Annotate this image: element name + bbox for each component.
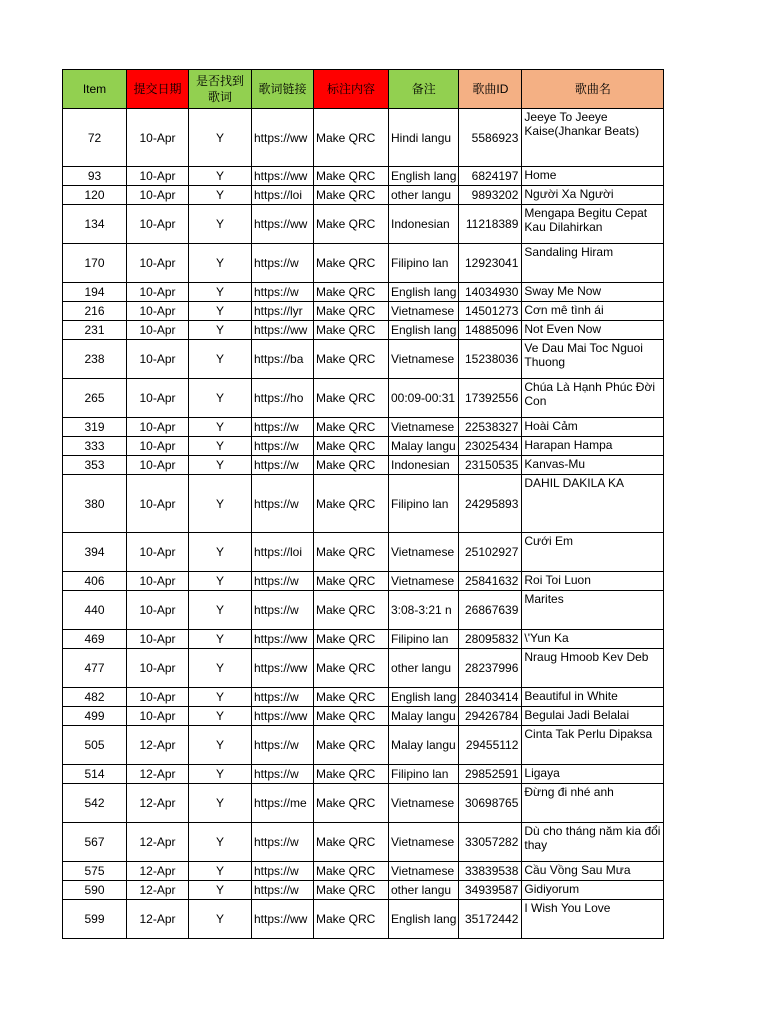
- item-cell[interactable]: 514: [63, 765, 127, 784]
- table-row: [63, 765, 664, 784]
- lyrics-found-cell[interactable]: Y: [189, 283, 252, 302]
- lyrics-found-cell[interactable]: Y: [189, 881, 252, 900]
- song-name-cell[interactable]: Beautiful in White: [522, 688, 664, 707]
- lyrics-found-cell[interactable]: Y: [189, 862, 252, 881]
- annotation-header[interactable]: 标注内容: [314, 70, 389, 109]
- lyrics-link-cell[interactable]: https://lyr: [252, 302, 314, 321]
- song-name-cell[interactable]: Cơn mê tình ái: [522, 302, 664, 321]
- annotation-cell[interactable]: Make QRC: [314, 456, 389, 475]
- table-row: [63, 475, 664, 533]
- remark-cell[interactable]: Vietnamese: [389, 302, 459, 321]
- annotation-cell[interactable]: Make QRC: [314, 862, 389, 881]
- lyrics-found-cell[interactable]: Y: [189, 167, 252, 186]
- lyrics-link-cell[interactable]: https://ba: [252, 340, 314, 379]
- lyrics-found-cell[interactable]: Y: [189, 707, 252, 726]
- table-row: [63, 302, 664, 321]
- item-cell[interactable]: 238: [63, 340, 127, 379]
- lyrics-found-cell[interactable]: Y: [189, 572, 252, 591]
- item-cell[interactable]: 499: [63, 707, 127, 726]
- song-id-cell[interactable]: 12923041: [459, 244, 522, 283]
- song-name-cell[interactable]: Not Even Now: [522, 321, 664, 340]
- annotation-cell[interactable]: Make QRC: [314, 591, 389, 630]
- song-id-cell[interactable]: 23150535: [459, 456, 522, 475]
- annotation-cell[interactable]: Make QRC: [314, 784, 389, 823]
- item-cell[interactable]: 319: [63, 418, 127, 437]
- submit-date-cell[interactable]: 10-Apr: [127, 630, 189, 649]
- lyrics-link-cell[interactable]: https://w: [252, 572, 314, 591]
- remark-cell[interactable]: Vietnamese: [389, 533, 459, 572]
- table-row: [63, 726, 664, 765]
- song-id-cell[interactable]: 14885096: [459, 321, 522, 340]
- lyrics-link-header[interactable]: 歌词链接: [252, 70, 314, 109]
- item-cell[interactable]: 333: [63, 437, 127, 456]
- lyrics-link-cell[interactable]: https://ww: [252, 167, 314, 186]
- song-name-cell[interactable]: Roi Toi Luon: [522, 572, 664, 591]
- table-row: [63, 283, 664, 302]
- submit-date-cell[interactable]: 12-Apr: [127, 726, 189, 765]
- submit-date-cell[interactable]: 10-Apr: [127, 321, 189, 340]
- annotation-cell[interactable]: Make QRC: [314, 340, 389, 379]
- item-cell[interactable]: 265: [63, 379, 127, 418]
- song-id-cell[interactable]: 33057282: [459, 823, 522, 862]
- song-name-cell[interactable]: Người Xa Người: [522, 186, 664, 205]
- annotation-cell[interactable]: Make QRC: [314, 649, 389, 688]
- item-cell[interactable]: 542: [63, 784, 127, 823]
- lyrics-found-cell[interactable]: Y: [189, 186, 252, 205]
- lyrics-link-cell[interactable]: https://w: [252, 437, 314, 456]
- song-id-cell[interactable]: 29455112: [459, 726, 522, 765]
- remark-cell[interactable]: Malay langu: [389, 726, 459, 765]
- item-cell[interactable]: 477: [63, 649, 127, 688]
- item-cell[interactable]: 590: [63, 881, 127, 900]
- submit-date-cell[interactable]: 10-Apr: [127, 475, 189, 533]
- song-id-cell[interactable]: 28237996: [459, 649, 522, 688]
- table-row: [63, 244, 664, 283]
- song-id-cell[interactable]: 14034930: [459, 283, 522, 302]
- table-row: [63, 707, 664, 726]
- remark-cell[interactable]: other langu: [389, 881, 459, 900]
- item-cell[interactable]: 406: [63, 572, 127, 591]
- annotation-cell[interactable]: Make QRC: [314, 244, 389, 283]
- annotation-cell[interactable]: Make QRC: [314, 109, 389, 167]
- submit-date-cell[interactable]: 10-Apr: [127, 533, 189, 572]
- song-id-cell[interactable]: 17392556: [459, 379, 522, 418]
- table-row: [63, 186, 664, 205]
- lyrics-found-cell[interactable]: Y: [189, 418, 252, 437]
- submit-date-cell[interactable]: 10-Apr: [127, 649, 189, 688]
- remark-cell[interactable]: 3:08-3:21 n: [389, 591, 459, 630]
- remark-cell[interactable]: Filipino lan: [389, 475, 459, 533]
- lyrics-found-cell[interactable]: Y: [189, 533, 252, 572]
- submit-date-cell[interactable]: 10-Apr: [127, 707, 189, 726]
- table-row: [63, 456, 664, 475]
- submit-date-cell[interactable]: 10-Apr: [127, 186, 189, 205]
- lyrics-link-cell[interactable]: https://w: [252, 418, 314, 437]
- song-id-cell[interactable]: 35172442: [459, 900, 522, 939]
- song-name-cell[interactable]: Đừng đi nhé anh: [522, 784, 664, 823]
- song-name-cell[interactable]: Sway Me Now: [522, 283, 664, 302]
- lyrics-found-cell[interactable]: Y: [189, 784, 252, 823]
- lyrics-found-cell[interactable]: Y: [189, 726, 252, 765]
- song-id-cell[interactable]: 5586923: [459, 109, 522, 167]
- remark-cell[interactable]: Vietnamese: [389, 572, 459, 591]
- table-row: [63, 649, 664, 688]
- remark-cell[interactable]: Filipino lan: [389, 630, 459, 649]
- submit-date-cell[interactable]: 10-Apr: [127, 109, 189, 167]
- lyrics-link-cell[interactable]: https://loi: [252, 186, 314, 205]
- item-cell[interactable]: 575: [63, 862, 127, 881]
- table-row: [63, 591, 664, 630]
- lyrics-link-cell[interactable]: https://ww: [252, 707, 314, 726]
- lyrics-link-cell[interactable]: https://w: [252, 475, 314, 533]
- submit-date-cell[interactable]: 10-Apr: [127, 437, 189, 456]
- annotation-cell[interactable]: Make QRC: [314, 283, 389, 302]
- remark-cell[interactable]: Filipino lan: [389, 244, 459, 283]
- table-row: [63, 340, 664, 379]
- song-name-cell[interactable]: Kanvas-Mu: [522, 456, 664, 475]
- lyrics-found-cell[interactable]: Y: [189, 340, 252, 379]
- item-cell[interactable]: 505: [63, 726, 127, 765]
- submit-date-cell[interactable]: 12-Apr: [127, 823, 189, 862]
- lyrics-link-cell[interactable]: https://w: [252, 244, 314, 283]
- song-id-cell[interactable]: 28095832: [459, 630, 522, 649]
- item-cell[interactable]: 216: [63, 302, 127, 321]
- lyrics-found-cell[interactable]: Y: [189, 302, 252, 321]
- table-row: [63, 437, 664, 456]
- lyrics-found-cell[interactable]: Y: [189, 475, 252, 533]
- song-id-cell[interactable]: 6824197: [459, 167, 522, 186]
- song-name-cell[interactable]: Chúa Là Hạnh Phúc Đời Con: [522, 379, 664, 418]
- song-name-cell[interactable]: I Wish You Love: [522, 900, 664, 939]
- item-cell[interactable]: 170: [63, 244, 127, 283]
- submit-date-cell[interactable]: 12-Apr: [127, 784, 189, 823]
- submit-date-cell[interactable]: 10-Apr: [127, 379, 189, 418]
- song-id-cell[interactable]: 25841632: [459, 572, 522, 591]
- lyrics-link-cell[interactable]: https://w: [252, 456, 314, 475]
- submit-date-cell[interactable]: 10-Apr: [127, 340, 189, 379]
- song-name-cell[interactable]: Ligaya: [522, 765, 664, 784]
- annotation-cell[interactable]: Make QRC: [314, 688, 389, 707]
- song-id-cell[interactable]: 29852591: [459, 765, 522, 784]
- table-row: [63, 630, 664, 649]
- song-id-cell[interactable]: 28403414: [459, 688, 522, 707]
- song-name-cell[interactable]: \'Yun Ka: [522, 630, 664, 649]
- annotation-cell[interactable]: Make QRC: [314, 205, 389, 244]
- song-name-header[interactable]: 歌曲名: [522, 70, 664, 109]
- song-name-cell[interactable]: Cầu Vồng Sau Mưa: [522, 862, 664, 881]
- song-id-cell[interactable]: 9893202: [459, 186, 522, 205]
- annotation-cell[interactable]: Make QRC: [314, 437, 389, 456]
- table-row: [63, 418, 664, 437]
- lyrics-link-cell[interactable]: https://w: [252, 726, 314, 765]
- lyrics-found-cell[interactable]: Y: [189, 649, 252, 688]
- song-id-cell[interactable]: 14501273: [459, 302, 522, 321]
- song-name-cell[interactable]: Gidiyorum: [522, 881, 664, 900]
- song-name-cell[interactable]: Cưới Em: [522, 533, 664, 572]
- remark-cell[interactable]: Vietnamese: [389, 340, 459, 379]
- submit-date-cell[interactable]: 10-Apr: [127, 591, 189, 630]
- song-name-cell[interactable]: Harapan Hampa: [522, 437, 664, 456]
- remark-cell[interactable]: English lang: [389, 900, 459, 939]
- song-id-cell[interactable]: 30698765: [459, 784, 522, 823]
- remark-cell[interactable]: Vietnamese: [389, 418, 459, 437]
- remark-cell[interactable]: 00:09-00:31: [389, 379, 459, 418]
- submit-date-cell[interactable]: 12-Apr: [127, 862, 189, 881]
- submit-date-header[interactable]: 提交日期: [127, 70, 189, 109]
- annotation-cell[interactable]: Make QRC: [314, 881, 389, 900]
- remark-header[interactable]: 备注: [389, 70, 459, 109]
- header-row: [63, 70, 664, 109]
- submit-date-cell[interactable]: 10-Apr: [127, 302, 189, 321]
- song-id-cell[interactable]: 26867639: [459, 591, 522, 630]
- remark-cell[interactable]: English lang: [389, 688, 459, 707]
- lyrics-link-cell[interactable]: https://w: [252, 688, 314, 707]
- remark-cell[interactable]: English lang: [389, 167, 459, 186]
- submit-date-cell[interactable]: 12-Apr: [127, 900, 189, 939]
- annotation-cell[interactable]: Make QRC: [314, 533, 389, 572]
- table-row: [63, 823, 664, 862]
- item-cell[interactable]: 93: [63, 167, 127, 186]
- annotation-cell[interactable]: Make QRC: [314, 475, 389, 533]
- song-name-cell[interactable]: Begulai Jadi Belalai: [522, 707, 664, 726]
- lyrics-link-cell[interactable]: https://loi: [252, 533, 314, 572]
- item-cell[interactable]: 567: [63, 823, 127, 862]
- table-body: [63, 109, 664, 939]
- item-cell[interactable]: 353: [63, 456, 127, 475]
- lyrics-link-cell[interactable]: https://ww: [252, 630, 314, 649]
- table-row: [63, 379, 664, 418]
- lyrics-link-cell[interactable]: https://ww: [252, 900, 314, 939]
- table-row: [63, 109, 664, 167]
- submit-date-cell[interactable]: 10-Apr: [127, 418, 189, 437]
- remark-cell[interactable]: Hindi langu: [389, 109, 459, 167]
- table-row: [63, 881, 664, 900]
- item-cell[interactable]: 134: [63, 205, 127, 244]
- table-row: [63, 900, 664, 939]
- item-cell[interactable]: 599: [63, 900, 127, 939]
- lyrics-found-cell[interactable]: Y: [189, 109, 252, 167]
- lyrics-found-cell[interactable]: Y: [189, 456, 252, 475]
- annotation-cell[interactable]: Make QRC: [314, 707, 389, 726]
- submit-date-cell[interactable]: 10-Apr: [127, 283, 189, 302]
- lyrics-found-cell[interactable]: Y: [189, 630, 252, 649]
- song-table: [62, 69, 664, 939]
- annotation-cell[interactable]: Make QRC: [314, 167, 389, 186]
- table-row: [63, 205, 664, 244]
- item-cell[interactable]: 394: [63, 533, 127, 572]
- lyrics-found-cell[interactable]: Y: [189, 205, 252, 244]
- submit-date-cell[interactable]: 10-Apr: [127, 688, 189, 707]
- song-name-cell[interactable]: DAHIL DAKILA KA: [522, 475, 664, 533]
- remark-cell[interactable]: Vietnamese: [389, 784, 459, 823]
- lyrics-link-cell[interactable]: https://me: [252, 784, 314, 823]
- lyrics-found-cell[interactable]: Y: [189, 321, 252, 340]
- annotation-cell[interactable]: Make QRC: [314, 765, 389, 784]
- song-name-cell[interactable]: Mengapa Begitu Cepat Kau Dilahirkan: [522, 205, 664, 244]
- lyrics-found-cell[interactable]: Y: [189, 765, 252, 784]
- remark-cell[interactable]: Vietnamese: [389, 823, 459, 862]
- item-cell[interactable]: 194: [63, 283, 127, 302]
- item-cell[interactable]: 469: [63, 630, 127, 649]
- remark-cell[interactable]: English lang: [389, 283, 459, 302]
- song-name-cell[interactable]: Sandaling Hiram: [522, 244, 664, 283]
- annotation-cell[interactable]: Make QRC: [314, 900, 389, 939]
- table-row: [63, 321, 664, 340]
- lyrics-link-cell[interactable]: https://ww: [252, 205, 314, 244]
- lyrics-link-cell[interactable]: https://w: [252, 881, 314, 900]
- item-cell[interactable]: 440: [63, 591, 127, 630]
- remark-cell[interactable]: Vietnamese: [389, 862, 459, 881]
- lyrics-found-cell[interactable]: Y: [189, 437, 252, 456]
- item-cell[interactable]: 120: [63, 186, 127, 205]
- song-name-cell[interactable]: Hoài Cảm: [522, 418, 664, 437]
- remark-cell[interactable]: English lang: [389, 321, 459, 340]
- annotation-cell[interactable]: Make QRC: [314, 302, 389, 321]
- remark-cell[interactable]: Malay langu: [389, 437, 459, 456]
- annotation-cell[interactable]: Make QRC: [314, 726, 389, 765]
- remark-cell[interactable]: Filipino lan: [389, 765, 459, 784]
- lyrics-link-cell[interactable]: https://w: [252, 862, 314, 881]
- submit-date-cell[interactable]: 10-Apr: [127, 205, 189, 244]
- submit-date-cell[interactable]: 12-Apr: [127, 765, 189, 784]
- song-name-cell[interactable]: Home: [522, 167, 664, 186]
- lyrics-link-cell[interactable]: https://ww: [252, 109, 314, 167]
- lyrics-found-cell[interactable]: Y: [189, 688, 252, 707]
- lyrics-found-cell[interactable]: Y: [189, 823, 252, 862]
- item-cell[interactable]: 482: [63, 688, 127, 707]
- song-id-cell[interactable]: 23025434: [459, 437, 522, 456]
- item-cell[interactable]: 380: [63, 475, 127, 533]
- song-name-cell[interactable]: Jeeye To Jeeye Kaise(Jhankar Beats): [522, 109, 664, 167]
- lyrics-found-cell[interactable]: Y: [189, 900, 252, 939]
- annotation-cell[interactable]: Make QRC: [314, 572, 389, 591]
- table-row: [63, 862, 664, 881]
- song-name-cell[interactable]: Ve Dau Mai Toc Nguoi Thuong: [522, 340, 664, 379]
- lyrics-link-cell[interactable]: https://ww: [252, 649, 314, 688]
- lyrics-found-cell[interactable]: Y: [189, 591, 252, 630]
- song-id-cell[interactable]: 34939587: [459, 881, 522, 900]
- song-name-cell[interactable]: Dù cho tháng năm kia đổi thay: [522, 823, 664, 862]
- song-name-cell[interactable]: Marites: [522, 591, 664, 630]
- lyrics-found-header[interactable]: 是否找到歌词: [189, 70, 252, 109]
- song-id-cell[interactable]: 24295893: [459, 475, 522, 533]
- song-name-cell[interactable]: Cinta Tak Perlu Dipaksa: [522, 726, 664, 765]
- song-id-cell[interactable]: 29426784: [459, 707, 522, 726]
- lyrics-link-cell[interactable]: https://w: [252, 823, 314, 862]
- song-id-cell[interactable]: 33839538: [459, 862, 522, 881]
- annotation-cell[interactable]: Make QRC: [314, 630, 389, 649]
- remark-cell[interactable]: other langu: [389, 186, 459, 205]
- table-row: [63, 688, 664, 707]
- annotation-cell[interactable]: Make QRC: [314, 418, 389, 437]
- item-cell[interactable]: 231: [63, 321, 127, 340]
- table-header: [63, 70, 664, 109]
- table-row: [63, 784, 664, 823]
- remark-cell[interactable]: other langu: [389, 649, 459, 688]
- item-header[interactable]: Item: [63, 70, 127, 109]
- submit-date-cell[interactable]: 10-Apr: [127, 456, 189, 475]
- lyrics-link-cell[interactable]: https://ww: [252, 321, 314, 340]
- remark-cell[interactable]: Indonesian: [389, 205, 459, 244]
- annotation-cell[interactable]: Make QRC: [314, 321, 389, 340]
- remark-cell[interactable]: Malay langu: [389, 707, 459, 726]
- song-id-cell[interactable]: 22538327: [459, 418, 522, 437]
- song-name-cell[interactable]: Nraug Hmoob Kev Deb: [522, 649, 664, 688]
- annotation-cell[interactable]: Make QRC: [314, 186, 389, 205]
- submit-date-cell[interactable]: 10-Apr: [127, 244, 189, 283]
- song-id-cell[interactable]: 11218389: [459, 205, 522, 244]
- submit-date-cell[interactable]: 10-Apr: [127, 572, 189, 591]
- submit-date-cell[interactable]: 10-Apr: [127, 167, 189, 186]
- lyrics-found-cell[interactable]: Y: [189, 244, 252, 283]
- submit-date-cell[interactable]: 12-Apr: [127, 881, 189, 900]
- table-row: [63, 533, 664, 572]
- annotation-cell[interactable]: Make QRC: [314, 379, 389, 418]
- item-cell[interactable]: 72: [63, 109, 127, 167]
- table-row: [63, 167, 664, 186]
- annotation-cell[interactable]: Make QRC: [314, 823, 389, 862]
- song-id-header[interactable]: 歌曲ID: [459, 70, 522, 109]
- lyrics-found-cell[interactable]: Y: [189, 379, 252, 418]
- table-row: [63, 572, 664, 591]
- song-id-cell[interactable]: 15238036: [459, 340, 522, 379]
- lyrics-link-cell[interactable]: https://w: [252, 283, 314, 302]
- song-id-cell[interactable]: 25102927: [459, 533, 522, 572]
- remark-cell[interactable]: Indonesian: [389, 456, 459, 475]
- lyrics-link-cell[interactable]: https://w: [252, 591, 314, 630]
- lyrics-link-cell[interactable]: https://w: [252, 765, 314, 784]
- lyrics-link-cell[interactable]: https://ho: [252, 379, 314, 418]
